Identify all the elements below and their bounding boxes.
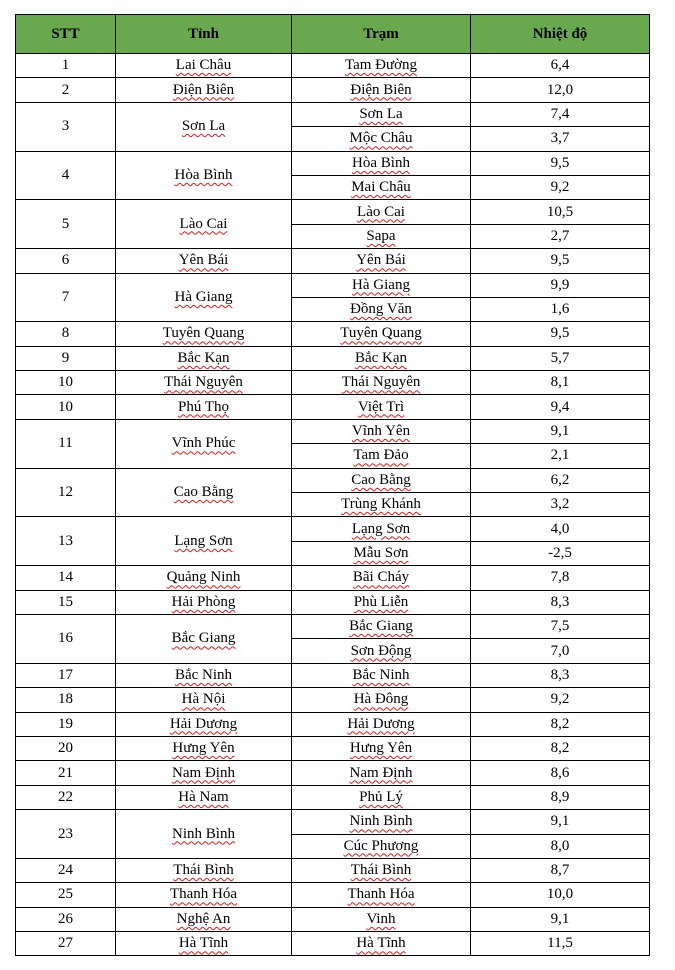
province-name: Ninh Bình [172, 825, 235, 842]
stt-cell: 10 [16, 395, 116, 419]
stt-cell: 18 [16, 688, 116, 712]
province-cell [116, 712, 292, 736]
station-name: Hà Đông [353, 691, 409, 708]
station-cell [292, 785, 471, 809]
station-cell [292, 151, 471, 175]
stt-cell: 10 [16, 371, 116, 395]
province-cell [116, 273, 292, 322]
station-cell [292, 78, 471, 102]
station-cell [292, 127, 471, 151]
header-tinh: Tỉnh [116, 15, 292, 54]
station-name: Lạng Sơn [351, 520, 411, 537]
province-name: Yên Bái [178, 252, 229, 269]
table-row [16, 614, 650, 638]
temperature-table [15, 14, 650, 956]
province-name: Hà Giang [174, 288, 233, 305]
table-row [16, 517, 650, 541]
station-name: Trùng Khánh [341, 496, 421, 513]
station-cell [292, 493, 471, 517]
stt-cell: 26 [16, 907, 116, 931]
province-name: Hưng Yên [172, 740, 235, 757]
temperature-cell: 8,2 [471, 736, 650, 760]
temperature-cell: 9,4 [471, 395, 650, 419]
stt-cell: 15 [16, 590, 116, 614]
station-cell [292, 541, 471, 565]
province-name: Lai Châu [175, 57, 232, 74]
stt-cell: 1 [16, 54, 116, 78]
station-cell [292, 249, 471, 273]
table-row [16, 468, 650, 492]
table-row [16, 858, 650, 882]
temperature-cell: 4,0 [471, 517, 650, 541]
station-name: Tuyên Quang [340, 325, 422, 342]
province-cell [116, 395, 292, 419]
province-name: Quảng Ninh [166, 569, 241, 586]
province-cell [116, 614, 292, 663]
temperature-cell: 9,1 [471, 810, 650, 834]
station-cell [292, 419, 471, 443]
stt-cell: 24 [16, 858, 116, 882]
station-name: Tam Đường [344, 57, 418, 74]
station-cell [292, 932, 471, 956]
province-name: Vĩnh Phúc [171, 435, 236, 452]
temperature-cell: 9,5 [471, 249, 650, 273]
province-cell [116, 78, 292, 102]
station-cell [292, 200, 471, 224]
stt-cell: 6 [16, 249, 116, 273]
table-row [16, 712, 650, 736]
station-cell [292, 590, 471, 614]
temperature-cell: 10,0 [471, 883, 650, 907]
station-cell [292, 834, 471, 858]
station-name: Sơn La [359, 105, 403, 122]
province-name: Cao Bằng [173, 484, 234, 501]
province-cell [116, 419, 292, 468]
station-cell [292, 810, 471, 834]
temperature-cell: 7,8 [471, 566, 650, 590]
station-cell [292, 517, 471, 541]
table-row [16, 346, 650, 370]
table-row [16, 761, 650, 785]
stt-cell: 20 [16, 736, 116, 760]
province-name: Sơn La [181, 118, 226, 135]
temperature-cell: 8,9 [471, 785, 650, 809]
station-name: Phù Liễn [353, 593, 409, 610]
station-cell [292, 663, 471, 687]
station-cell [292, 907, 471, 931]
station-cell [292, 688, 471, 712]
province-name: Hải Dương [169, 715, 238, 732]
province-cell [116, 907, 292, 931]
station-name: Bắc Ninh [352, 666, 410, 683]
temperature-table-container [15, 14, 650, 956]
table-row [16, 78, 650, 102]
province-name: Điện Biên [172, 81, 235, 98]
province-cell [116, 810, 292, 859]
temperature-cell: 8,2 [471, 712, 650, 736]
stt-cell: 25 [16, 883, 116, 907]
table-row [16, 566, 650, 590]
header-stt: STT [16, 15, 116, 54]
station-cell [292, 371, 471, 395]
station-name: Phủ Lý [359, 788, 403, 805]
temperature-cell: 6,2 [471, 468, 650, 492]
station-cell [292, 858, 471, 882]
station-name: Sơn Động [350, 642, 412, 659]
temperature-cell: 7,0 [471, 639, 650, 663]
province-cell [116, 932, 292, 956]
stt-cell: 23 [16, 810, 116, 859]
stt-cell: 8 [16, 322, 116, 346]
stt-cell: 12 [16, 468, 116, 517]
stt-cell: 7 [16, 273, 116, 322]
province-name: Hà Nam [178, 788, 229, 805]
stt-cell: 13 [16, 517, 116, 566]
station-name: Đồng Văn [350, 301, 412, 318]
station-name: Hà Tĩnh [356, 935, 406, 952]
province-name: Hòa Bình [174, 166, 233, 183]
station-cell [292, 468, 471, 492]
province-name: Nam Định [172, 764, 235, 781]
station-cell [292, 273, 471, 297]
province-cell [116, 102, 292, 151]
table-row [16, 785, 650, 809]
station-cell [292, 175, 471, 199]
province-cell [116, 346, 292, 370]
station-cell [292, 395, 471, 419]
station-cell [292, 883, 471, 907]
table-row [16, 736, 650, 760]
temperature-cell: 8,0 [471, 834, 650, 858]
stt-cell: 19 [16, 712, 116, 736]
temperature-cell: 9,1 [471, 419, 650, 443]
province-cell [116, 468, 292, 517]
temperature-cell: 9,2 [471, 688, 650, 712]
province-name: Thái Nguyên [164, 374, 243, 391]
station-cell [292, 614, 471, 638]
temperature-cell: 12,0 [471, 78, 650, 102]
province-cell [116, 761, 292, 785]
station-name: Tam Đảo [353, 447, 409, 464]
temperature-cell: 6,4 [471, 54, 650, 78]
province-name: Bắc Giang [171, 630, 236, 647]
station-cell [292, 297, 471, 321]
temperature-cell: 2,7 [471, 224, 650, 248]
table-row [16, 249, 650, 273]
station-name: Thanh Hóa [347, 886, 415, 903]
table-row [16, 907, 650, 931]
province-name: Thái Bình [173, 862, 234, 879]
table-row [16, 932, 650, 956]
station-cell [292, 761, 471, 785]
temperature-cell: 7,4 [471, 102, 650, 126]
province-name: Bắc Ninh [174, 666, 233, 683]
province-cell [116, 371, 292, 395]
temperature-cell: 11,5 [471, 932, 650, 956]
station-name: Thái Bình [350, 862, 412, 879]
province-name: Phú Thọ [178, 398, 229, 415]
temperature-cell: 8,1 [471, 371, 650, 395]
table-row [16, 883, 650, 907]
table-row [16, 419, 650, 443]
province-cell [116, 200, 292, 249]
temperature-cell: 9,2 [471, 175, 650, 199]
station-cell [292, 54, 471, 78]
province-cell [116, 54, 292, 78]
station-name: Ninh Bình [349, 813, 413, 830]
header-tram: Trạm [292, 15, 471, 54]
temperature-cell: 8,3 [471, 663, 650, 687]
station-name: Vĩnh Yên [351, 423, 411, 440]
stt-cell: 3 [16, 102, 116, 151]
station-name: Việt Trì [357, 398, 405, 415]
temperature-cell: -2,5 [471, 541, 650, 565]
table-row [16, 151, 650, 175]
station-name: Nam Định [349, 764, 413, 781]
province-cell [116, 736, 292, 760]
province-name: Hải Phòng [171, 593, 236, 610]
province-cell [116, 322, 292, 346]
stt-cell: 11 [16, 419, 116, 468]
temperature-cell: 10,5 [471, 200, 650, 224]
table-row [16, 810, 650, 834]
table-row [16, 322, 650, 346]
stt-cell: 4 [16, 151, 116, 200]
station-cell [292, 322, 471, 346]
province-cell [116, 249, 292, 273]
station-name: Bãi Cháy [352, 569, 410, 586]
table-row [16, 273, 650, 297]
stt-cell: 2 [16, 78, 116, 102]
province-name: Bắc Kạn [177, 349, 230, 366]
stt-cell: 27 [16, 932, 116, 956]
station-name: Sapa [366, 227, 396, 244]
station-cell [292, 736, 471, 760]
station-cell [292, 639, 471, 663]
station-name: Điện Biên [350, 81, 412, 98]
province-cell [116, 785, 292, 809]
province-name: Nghệ An [176, 910, 231, 927]
header-row [16, 15, 650, 54]
station-name: Hà Giang [352, 276, 410, 293]
temperature-cell: 3,2 [471, 493, 650, 517]
temperature-cell: 2,1 [471, 444, 650, 468]
stt-cell: 21 [16, 761, 116, 785]
temperature-cell: 9,1 [471, 907, 650, 931]
station-cell [292, 712, 471, 736]
temperature-cell: 8,7 [471, 858, 650, 882]
temperature-cell: 9,9 [471, 273, 650, 297]
table-body [16, 54, 650, 956]
province-name: Hà Tĩnh [178, 935, 229, 952]
station-name: Hải Dương [347, 715, 415, 732]
station-name: Lào Cai [357, 203, 405, 220]
table-row [16, 102, 650, 126]
table-row [16, 371, 650, 395]
province-cell [116, 151, 292, 200]
temperature-cell: 9,5 [471, 322, 650, 346]
province-name: Tuyên Quang [162, 325, 245, 342]
table-row [16, 200, 650, 224]
station-cell [292, 444, 471, 468]
province-name: Hà Nội [181, 691, 226, 708]
station-name: Yên Bái [356, 252, 406, 269]
stt-cell: 22 [16, 785, 116, 809]
station-name: Cao Bằng [351, 471, 411, 488]
station-name: Hòa Bình [352, 154, 410, 171]
province-name: Lào Cai [179, 215, 228, 232]
temperature-cell: 5,7 [471, 346, 650, 370]
temperature-cell: 8,6 [471, 761, 650, 785]
station-name: Mẫu Sơn [353, 545, 409, 561]
station-name: Vinh [366, 910, 396, 927]
temperature-cell: 3,7 [471, 127, 650, 151]
table-row [16, 395, 650, 419]
station-name: Hưng Yên [349, 740, 413, 757]
stt-cell: 9 [16, 346, 116, 370]
station-name: Cúc Phương [343, 837, 419, 854]
province-cell [116, 517, 292, 566]
temperature-cell: 9,5 [471, 151, 650, 175]
table-row [16, 590, 650, 614]
station-name: Bắc Giang [349, 618, 413, 635]
temperature-cell: 1,6 [471, 297, 650, 321]
province-cell [116, 566, 292, 590]
station-name: Thái Nguyên [341, 374, 421, 391]
province-cell [116, 858, 292, 882]
province-cell [116, 688, 292, 712]
header-nhiet-do: Nhiệt độ [471, 15, 650, 54]
temperature-cell: 8,3 [471, 590, 650, 614]
province-name: Thanh Hóa [169, 886, 238, 903]
temperature-cell: 7,5 [471, 614, 650, 638]
stt-cell: 17 [16, 663, 116, 687]
station-cell [292, 346, 471, 370]
table-row [16, 663, 650, 687]
station-cell [292, 102, 471, 126]
station-name: Mai Châu [351, 179, 411, 196]
station-name: Mộc Châu [349, 130, 413, 147]
table-row [16, 54, 650, 78]
station-name: Bắc Kạn [354, 349, 408, 366]
station-cell [292, 566, 471, 590]
province-cell [116, 663, 292, 687]
province-name: Lạng Sơn [174, 532, 233, 549]
table-row [16, 688, 650, 712]
stt-cell: 16 [16, 614, 116, 663]
province-cell [116, 590, 292, 614]
stt-cell: 14 [16, 566, 116, 590]
station-cell [292, 224, 471, 248]
stt-cell: 5 [16, 200, 116, 249]
province-cell [116, 883, 292, 907]
